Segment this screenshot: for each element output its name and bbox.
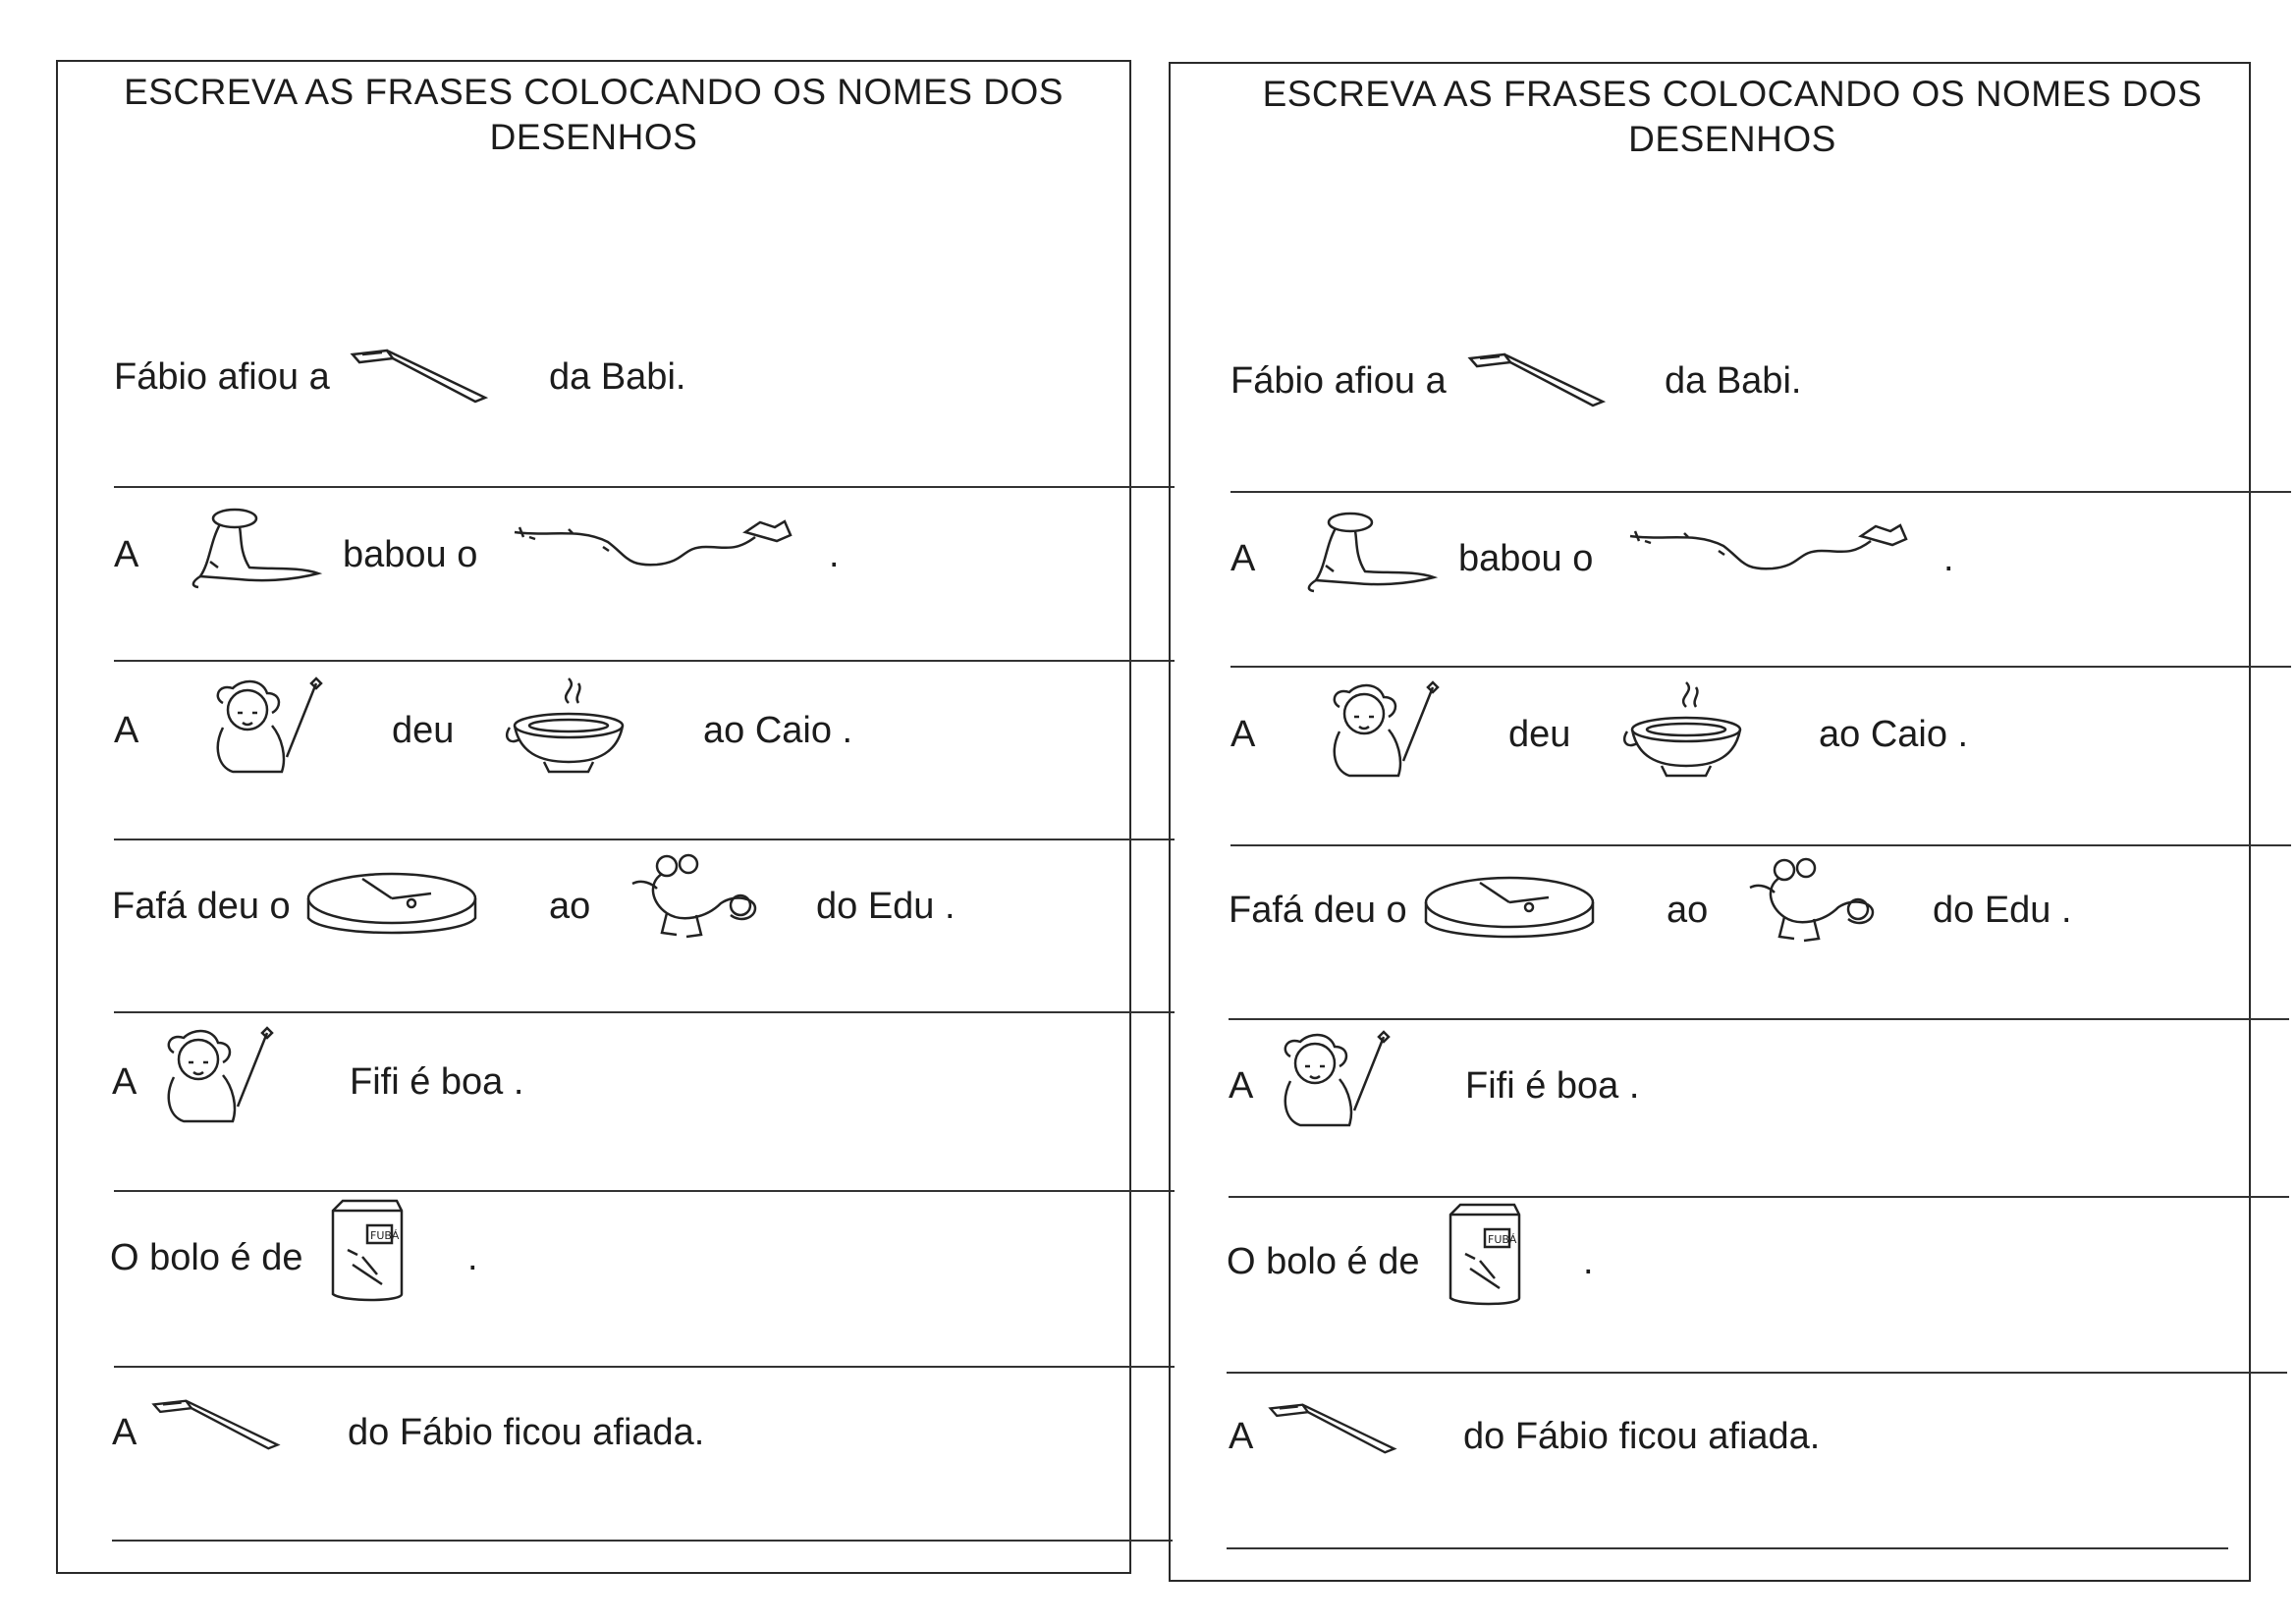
sentence-row	[1171, 467, 2249, 644]
worksheet-right	[1169, 62, 2251, 1582]
sentence-row	[58, 639, 1129, 816]
sentence-row	[58, 288, 1129, 464]
sentence-text: A	[1230, 538, 1256, 579]
fuse-icon	[1625, 512, 1910, 590]
sea-lion-icon	[181, 503, 328, 591]
soup-bowl-icon	[505, 678, 632, 777]
cheese-icon	[303, 869, 480, 947]
worksheet-title: ESCREVA AS FRASES COLOCANDO OS NOMES DOS DESENHOS	[124, 72, 1064, 157]
sentence-text: A	[1229, 1416, 1254, 1457]
answer-line	[1227, 1547, 2228, 1549]
sentence-text: do Edu .	[1933, 890, 2072, 931]
sentence-row	[1171, 819, 2249, 996]
sentence-text: Fábio afiou a	[1230, 360, 1447, 402]
sentence-text: ao	[1667, 890, 1709, 931]
sentence-text: .	[467, 1237, 478, 1278]
sentence-text: Fafá deu o	[1229, 890, 1407, 931]
package-label: FUBÁ	[1488, 1233, 1517, 1246]
fuba-package-icon	[323, 1196, 411, 1304]
fuba-package-icon	[1441, 1200, 1529, 1308]
sentence-text: babou o	[343, 534, 478, 575]
sentence-row	[1171, 1345, 2249, 1522]
package-label: FUBÁ	[370, 1229, 400, 1242]
sentence-text: da Babi.	[549, 356, 686, 398]
sentence-text: Fifi é boa .	[350, 1061, 524, 1103]
sentence-text: A	[114, 534, 139, 575]
sentence-text: ao Caio .	[1819, 714, 1969, 755]
sentence-text: babou o	[1458, 538, 1594, 579]
sentence-row	[58, 463, 1129, 640]
fairy-icon	[1310, 682, 1448, 781]
sentence-row	[1171, 1170, 2249, 1347]
sentence-text: A	[1229, 1065, 1254, 1107]
sentence-text: .	[1943, 538, 1954, 579]
sentence-text: .	[829, 534, 840, 575]
knife-icon	[1465, 351, 1613, 409]
soup-bowl-icon	[1622, 682, 1750, 781]
sentence-text: A	[1230, 714, 1256, 755]
sentence-text: O bolo é de	[1227, 1241, 1420, 1282]
sea-lion-icon	[1296, 507, 1444, 595]
sentence-row	[1171, 995, 2249, 1171]
sentence-text: Fafá deu o	[112, 886, 291, 927]
worksheet-left	[56, 60, 1131, 1574]
worksheet-title: ESCREVA AS FRASES COLOCANDO OS NOMES DOS DESENHOS	[1262, 74, 2203, 159]
sentence-row	[58, 1166, 1129, 1343]
sentence-row	[1171, 643, 2249, 820]
sentence-text: A	[112, 1412, 137, 1453]
knife-icon	[1266, 1399, 1403, 1458]
sentence-row	[1171, 292, 2249, 468]
answer-line	[112, 1540, 1173, 1542]
sentence-text: do Fábio ficou afiada.	[348, 1412, 705, 1453]
sentence-text: deu	[1508, 714, 1571, 755]
mouse-icon	[628, 854, 765, 943]
sentence-text: deu	[392, 710, 455, 751]
sentence-row	[58, 815, 1129, 992]
sentence-row	[58, 1341, 1129, 1518]
sentence-text: da Babi.	[1665, 360, 1802, 402]
knife-icon	[149, 1395, 287, 1454]
sentence-text: ao	[549, 886, 591, 927]
fairy-icon	[193, 678, 331, 777]
sentence-text: do Edu .	[816, 886, 956, 927]
sentence-text: ao Caio .	[703, 710, 853, 751]
fairy-icon	[1261, 1032, 1398, 1130]
sentence-row	[58, 991, 1129, 1167]
knife-icon	[348, 347, 495, 406]
sentence-text: Fifi é boa .	[1465, 1065, 1640, 1107]
sentence-text: do Fábio ficou afiada.	[1463, 1416, 1821, 1457]
sentence-text: A	[114, 710, 139, 751]
cheese-icon	[1421, 873, 1598, 951]
sentence-text: O bolo é de	[110, 1237, 303, 1278]
sentence-text: A	[112, 1061, 137, 1103]
mouse-icon	[1745, 858, 1883, 947]
sentence-text: .	[1583, 1241, 1594, 1282]
fuse-icon	[510, 508, 794, 586]
sentence-text: Fábio afiou a	[114, 356, 330, 398]
fairy-icon	[144, 1028, 282, 1126]
